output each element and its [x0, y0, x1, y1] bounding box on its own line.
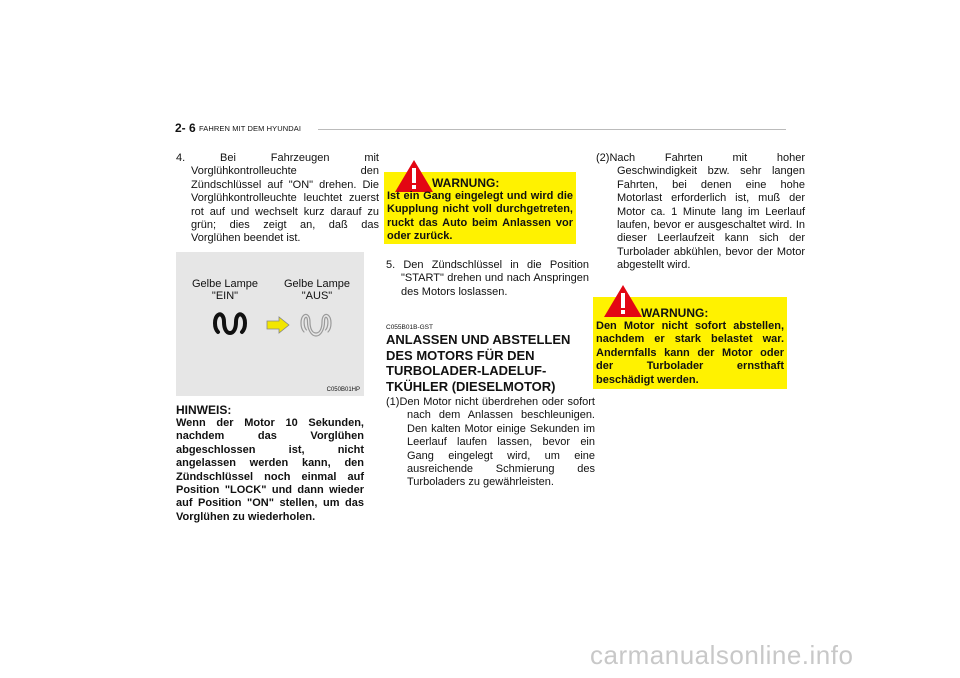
section-code: C055B01B-GST [386, 324, 433, 331]
section-heading: ANLASSEN UND ABSTELLEN DES MOTORS FÜR DEN TURBOLADER-LADELUF-TKÜHLER (DIESELMOTOR) [386, 332, 571, 394]
warning-triangle-icon [603, 284, 643, 318]
arrow-right-icon [266, 316, 290, 334]
warning-box-engine [593, 297, 787, 389]
step-2-text: (2)Nach Fahrten mit hoher Geschwindigkeit bzw. sehr langen Fahrten, bei denen eine hohe Motorlast erforderlich ist, muß der Motor ca. 1 Minute lang im Leerlauf laufen, bevor er ausgeschaltet wird. In dieser Leerlaufzeit kann sich der Turbolader abkühlen, bevor der Motor abgestellt wird. [596, 152, 805, 272]
figure-code: C050B01HP [326, 387, 360, 393]
page-number: 2- 6 [175, 121, 196, 135]
lamp-off-caption-line2: "AUS" [301, 290, 333, 302]
note-title: HINWEIS: [176, 403, 232, 417]
section-header: FAHREN MIT DEM HYUNDAI [199, 124, 302, 133]
glow-lamp-figure [176, 252, 364, 396]
glow-plug-off-icon [298, 310, 334, 338]
warning-title: WARNUNG: [432, 176, 500, 190]
warning-text: Ist ein Gang eingelegt und wird die Kupplung nicht voll durchgetreten, ruckt das Auto beim Anlassen vor oder zurück. [387, 190, 573, 243]
header-divider [318, 129, 786, 130]
warning-text: Den Motor nicht sofort abstellen, nachdem er stark belastet war. Andernfalls kann der Motor oder der Turbolader ernsthaft beschädigt werden. [596, 320, 784, 386]
note-text: Wenn der Motor 10 Sekunden, nachdem das Vorglühen abgeschlossen ist, nicht angelassen werden kann, den Zündschlüssel noch einmal auf Position "LOCK" und dann wieder auf Position "ON" stellen, um das Vorglühen zu wiederholen. [176, 417, 364, 523]
step-1-text: (1)Den Motor nicht überdrehen oder sofort nach dem Anlassen beschleunigen. Den kalten Motor einige Sekunden im Leerlauf laufen lassen, bevor ein Gang eingelegt wird, um eine ausreichende Schmierung des Turboladers zu gewährleisten. [386, 396, 595, 489]
lamp-on-caption-line2: "EIN" [211, 290, 239, 302]
lamp-off-caption-line1: Gelbe Lampe [283, 278, 351, 290]
lamp-off-caption [278, 278, 356, 302]
watermark: carmanualsonline.info [590, 640, 854, 670]
step-5-text: 5. Den Zündschlüssel in die Position "START" drehen und nach Anspringen des Motors loslassen. [386, 259, 589, 298]
step-4-text: 4. Bei Fahrzeugen mit Vorglühkontrolleuchte den Zündschlüssel auf "ON" drehen. Die Vorglühkontrolleuchte leuchtet zuerst rot auf und wechselt kurz darauf zu grün; dies zeigt an, daß das Vorglühen beendet ist. [176, 152, 379, 245]
warning-box-clutch [384, 172, 576, 244]
warning-triangle-icon [394, 159, 434, 193]
glow-plug-on-icon [212, 310, 248, 338]
warning-title: WARNUNG: [641, 306, 709, 320]
lamp-on-caption [190, 278, 260, 302]
lamp-on-caption-line1: Gelbe Lampe [191, 278, 259, 290]
